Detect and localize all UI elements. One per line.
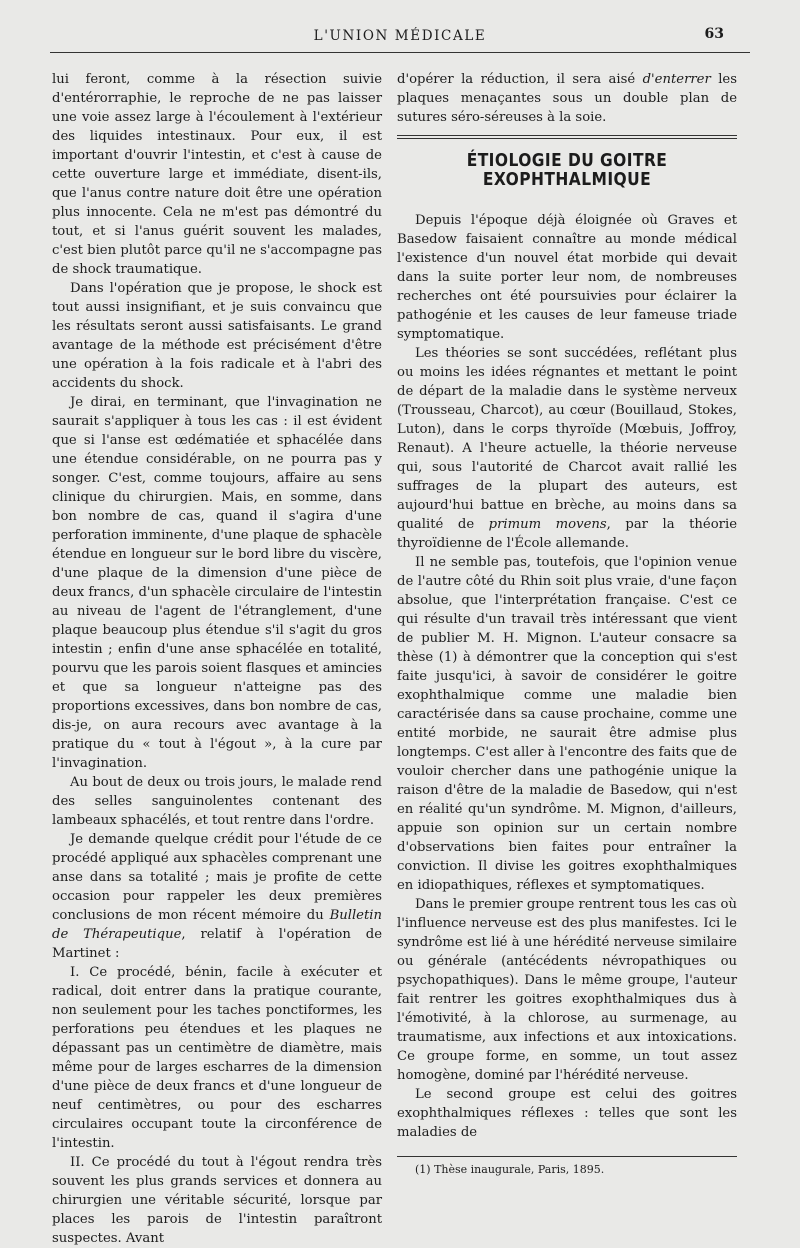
footnote-rule (397, 1156, 737, 1157)
left-column (52, 70, 382, 1248)
paragraph: Depuis l'époque déjà éloignée où Graves et Basedow faisaient connaître au monde médical l'existence d'un nouvel état morbide qui devait dans la suite porter leur nom, de nombreuses recherches ont été poursuivies pour éclairer la pathogénie et les causes de leur fameuse triade symptomatique. (397, 213, 737, 342)
paragraph (397, 344, 737, 553)
text-run: , par la théorie thyroïdienne de l'École allemande. (397, 517, 737, 551)
conclusion-item: II. Ce procédé du tout à l'égout rendra très souvent les plus grands services et donnera au chirurgien une véritable sécurité, lorsque par places les parois de l'intestin paraîtront suspectes. Avant (52, 1155, 382, 1246)
header-rule (50, 52, 750, 53)
paragraph: Je dirai, en terminant, que l'invagination ne saurait s'appliquer à tous les cas : il est évident que si l'anse est œdématiée et sphacélée dans une étendue considérable, on ne pourra pas y songer. C'est, comme toujours, affaire au sens clinique du chirurgien. Mais, en somme, dans bon nombre de cas, quand il s'agira d'une perforation imminente, d'une plaque de sphacèle étendue en longueur sur le bord libre du viscère, d'une plaque de la dimension d'une pièce de deux francs, d'un sphacèle circulaire de l'intestin au niveau de l'agent de l'étranglement, d'une plaque beaucoup plus étendue s'il s'agit du gros intestin ; enfin d'une anse sphacélée en totalité, pourvu que les parois soient flasques et amincies et que sa longueur n'atteigne pas des proportions excessives, dans bon nombre de cas, dis-je, on aura recours avec avantage à la pratique du « tout à l'égout », à la cure par l'invagination. (52, 395, 382, 771)
paragraph: Le second groupe est celui des goitres exophthalmiques réflexes : telles que sont les maladies de (397, 1087, 737, 1140)
running-head (0, 28, 800, 48)
page-number: 63 (704, 26, 724, 42)
text-run: Je demande quelque crédit pour l'étude de ce procédé appliqué aux sphacèles comprenant une anse dans sa totalité ; mais je profite de cette occasion pour rappeler les deux premières conclusions de mon récent mémoire du (52, 832, 382, 923)
paragraph: Il ne semble pas, toutefois, que l'opinion venue de l'autre côté du Rhin soit plus vraie, d'une façon absolue, que l'interprétation française. C'est ce qui résulte d'un travail très intéressant que vient de publier M. H. Mignon. L'auteur consacre sa thèse (1) à démontrer que la conception qui s'est faite jusqu'ici, à savoir de considérer le goitre exophthalmique comme une maladie bien caractérisée dans sa cause prochaine, comme une entité morbide, ne saurait être admise plus longtemps. C'est aller à l'encontre des faits que de vouloir chercher dans une pathogénie unique la raison d'être de la maladie de Basedow, qui n'est en réalité qu'un syndrôme. M. Mignon, d'ailleurs, appuie son opinion sur un certain nombre d'observations bien faites pour entraîner la conviction. Il divise les goitres exophthalmiques en idiopathiques, réflexes et symptomatiques. (397, 555, 737, 893)
paragraph: Au bout de deux ou trois jours, le malade rend des selles sanguinolentes contenant des lambeaux sphacélés, et tout rentre dans l'ordre. (52, 775, 382, 828)
paragraph (52, 830, 382, 963)
paragraph (397, 70, 737, 127)
running-title: L'UNION MÉDICALE (313, 28, 487, 44)
italic-phrase: primum movens (488, 517, 607, 532)
conclusion-item: I. Ce procédé, bénin, facile à exécuter et radical, doit entrer dans la pratique courante, non seulement pour les taches ponctiformes, les perforations peu étendues et les plaques ne dépassant pas un centimètre de diamètre, mais même pour de larges escharres de la dimension d'une pièce de deux francs et d'une longueur de neuf centimètres, ou pour des escharres circulaires occupant toute la circonférence de l'intestin. (52, 965, 382, 1151)
right-column (397, 70, 737, 1177)
paragraph: lui feront, comme à la résection suivie d'entérorraphie, le reproche de ne pas laisser une voie assez large à l'écoulement à l'extérieur des liquides intestinaux. Pour eux, il est important d'ouvrir l'intestin, et c'est à cause de cette ouverture large et immédiate, disent-ils, que l'anus contre nature doit être une opération plus innocente. Cela ne m'est pas démontré du tout, et si l'anus guérit souvent les malades, c'est bien plutôt parce qu'il ne s'accompagne pas de shock traumatique. (52, 72, 382, 277)
section-divider (397, 135, 737, 139)
paragraph: Dans l'opération que je propose, le shock est tout aussi insignifiant, et je suis convaincu que les résultats seront aussi satisfaisants. Le grand avantage de la méthode est précisément d'être une opération à la fois radicale et à l'abri des accidents du shock. (52, 281, 382, 391)
italic-word: d'enterrer (642, 72, 711, 87)
text-run: les plaques menaçantes sous un double plan de sutures séro-séreuses à la soie. (397, 72, 737, 125)
text-run: Les théories se sont succédées, reflétant plus ou moins les idées régnantes et mettant le point de départ de la maladie dans le système nerveux (Trousseau, Charcot), au cœur (Bouillaud, Stokes, Luton), dans le corps thyroïde (Mœbuis, Joffroy, Renaut). A l'heure actuelle, la théorie nerveuse qui, sous l'autorité de Charcot avait rallié les suffrages de la plupart des auteurs, est aujourd'hui battue en brèche, au moins dans sa qualité de (397, 346, 737, 532)
text-run: , relatif à l'opération de Martinet : (52, 927, 382, 961)
text-run: d'opérer la réduction, il sera aisé (397, 72, 643, 87)
italic-title: Bulletin de Thérapeutique (52, 908, 382, 942)
section-heading: ÉTIOLOGIE DU GOITRE EXOPHTHALMIQUE (466, 150, 668, 190)
paragraph: Dans le premier groupe rentrent tous les cas où l'influence nerveuse est des plus manifestes. Ici le syndrôme est lié à une hérédité nerveuse similaire ou générale (antécédents névropathiques ou psychopathiques). Dans le même groupe, l'auteur fait rentrer les goitres exophthalmiques dus à l'émotivité, à la chlorose, au surmenage, au traumatisme, aux infections et aux intoxications. Ce groupe forme, en somme, un tout assez homogène, dominé par l'hérédité nerveuse. (397, 897, 737, 1083)
footnote: (1) Thèse inaugurale, Paris, 1895. (415, 1163, 605, 1176)
